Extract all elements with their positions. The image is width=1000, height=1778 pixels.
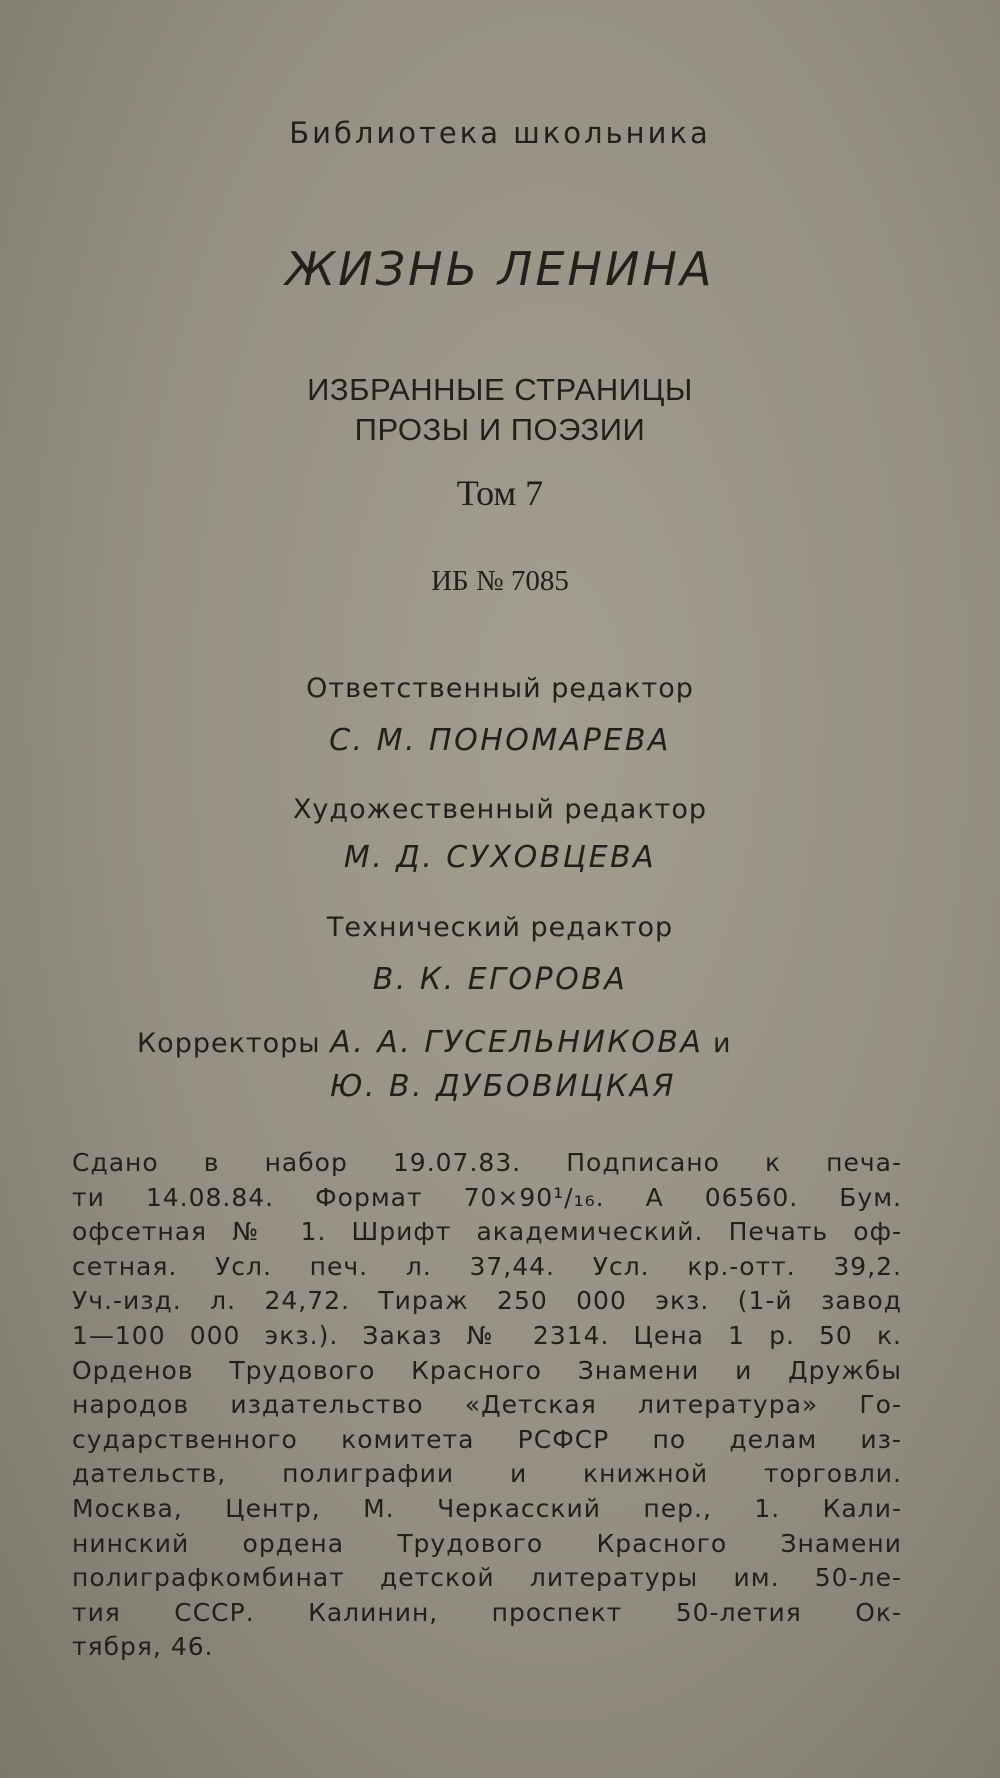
responsible-editor-role: Ответственный редактор — [306, 673, 694, 704]
imprint-line: дательств, полиграфии и книжной торговли. — [72, 1459, 902, 1489]
imprint-line: Москва, Центр, М. Черкасский пер., 1. Кали- — [72, 1493, 902, 1523]
imprint-line: Орденов Трудового Красного Знамени и Дружбы — [72, 1355, 902, 1385]
subtitle-line-1: ИЗБРАННЫЕ СТРАНИЦЫ — [307, 372, 693, 407]
correctors-label: Корректоры — [137, 1028, 321, 1059]
technical-editor-role: Технический редактор — [326, 912, 674, 943]
imprint-line: сударственного комитета РСФСР по делам из- — [72, 1424, 902, 1454]
correctors-line — [137, 1025, 732, 1060]
imprint-line: офсетная № 1. Шрифт академический. Печать оф- — [72, 1217, 902, 1247]
imprint-line: народов издательство «Детская литература» Го- — [72, 1390, 902, 1420]
imprint-line: Сдано в набор 19.07.83. Подписано к печа- — [72, 1148, 902, 1177]
art-editor-role: Художественный редактор — [292, 794, 708, 825]
book-title: ЖИЗНЬ ЛЕНИНА — [285, 242, 715, 296]
imprint-line: полиграфкомбинат детской литературы им. 50-ле- — [72, 1563, 902, 1593]
ib-number: ИБ № 7085 — [431, 565, 569, 597]
corrector-name-2: Ю. В. ДУБОВИЦКАЯ — [330, 1069, 677, 1104]
art-editor-name: М. Д. СУХОВЦЕВА — [343, 840, 657, 875]
imprint-line: 1—100 000 экз.). Заказ № 2314. Цена 1 р. 50 к. — [72, 1320, 902, 1350]
correctors-conjunction: и — [713, 1028, 732, 1059]
imprint-line: Уч.-изд. л. 24,72. Тираж 250 000 экз. (1-й завод — [72, 1286, 902, 1316]
technical-editor-name: В. К. ЕГОРОВА — [372, 962, 628, 997]
responsible-editor-name: С. М. ПОНОМАРЕВА — [329, 723, 671, 758]
corrector-name-1: А. А. ГУСЕЛЬНИКОВА — [330, 1025, 704, 1060]
series-title: Библиотека школьника — [289, 116, 711, 150]
imprint-line: тия СССР. Калинин, проспект 50-летия Ок- — [72, 1597, 902, 1627]
imprint-line: ти 14.08.84. Формат 70×90¹/₁₆. А 06560. Бум. — [72, 1182, 902, 1212]
imprint-line: сетная. Усл. печ. л. 37,44. Усл. кр.-отт. 39,2. — [72, 1251, 902, 1281]
imprint-block — [72, 1146, 902, 1665]
subtitle-line-2: ПРОЗЫ И ПОЭЗИИ — [354, 412, 646, 447]
imprint-line: тября, 46. — [72, 1632, 214, 1662]
imprint-line: нинский ордена Трудового Красного Знамени — [72, 1528, 902, 1558]
volume-number: Том 7 — [456, 473, 544, 513]
